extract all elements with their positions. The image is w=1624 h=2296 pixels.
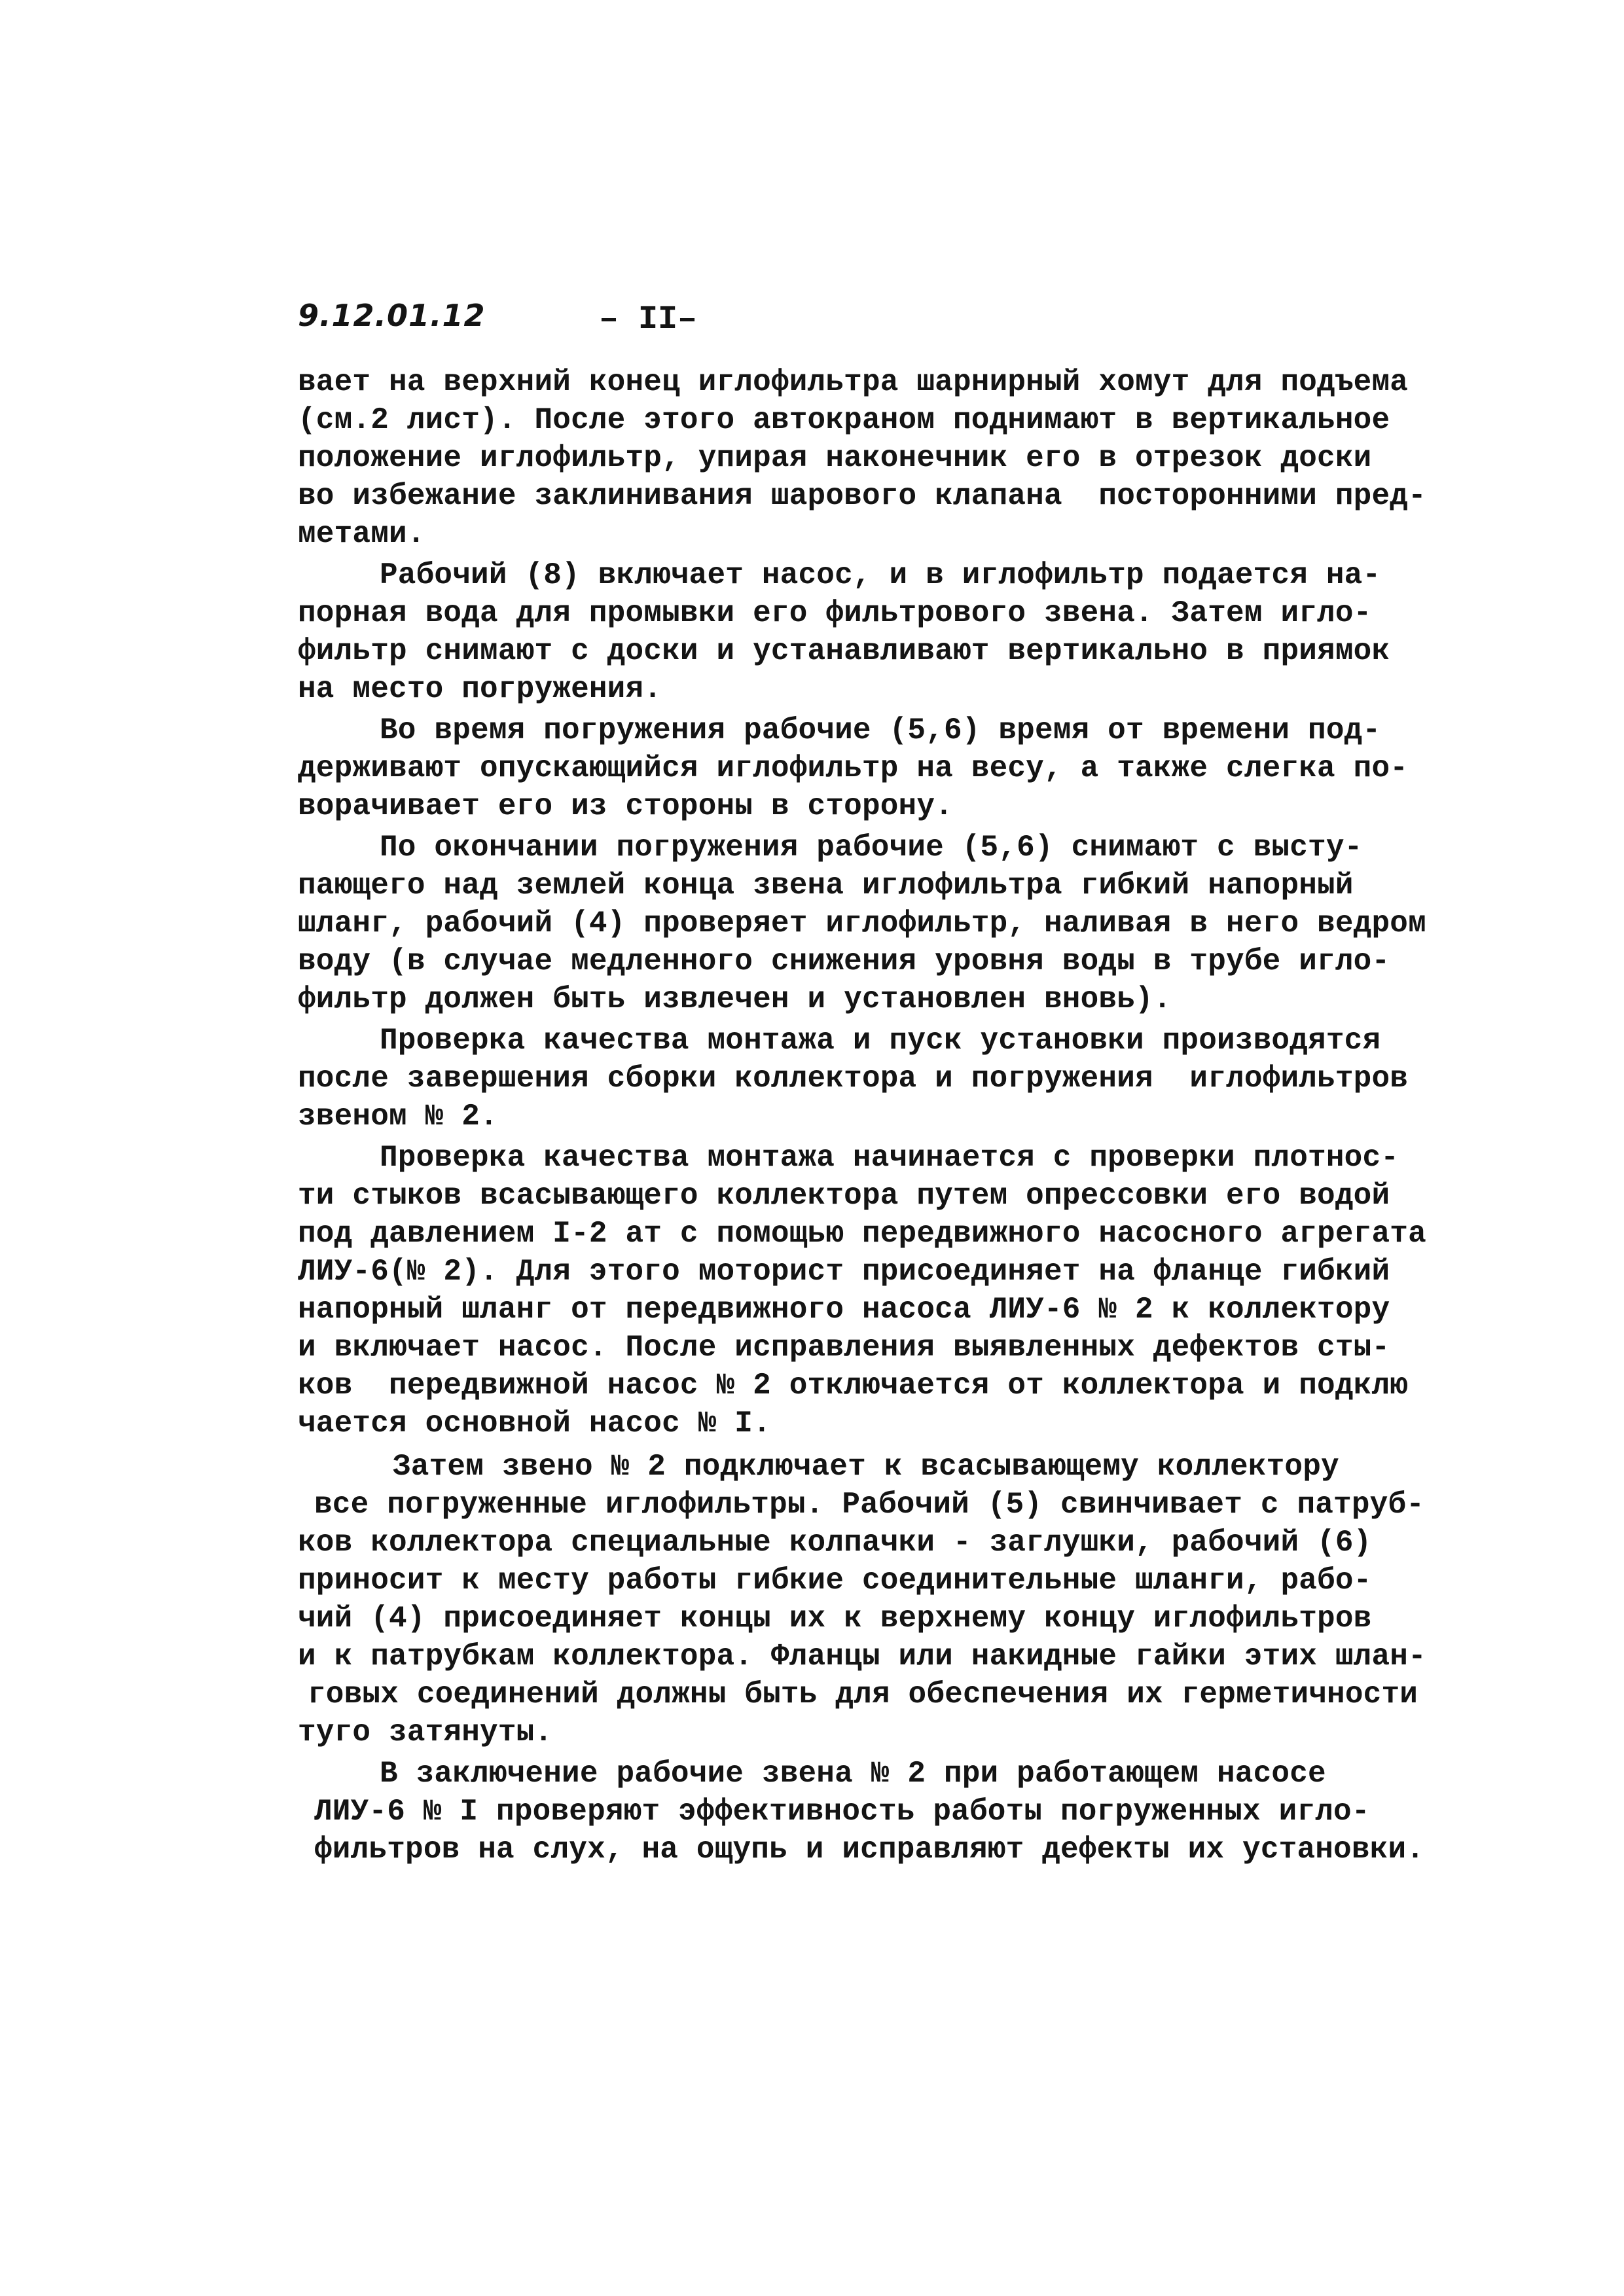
text-line: напорный шланг от передвижного насоса ЛИУ-6 № 2 к коллектору [298,1293,1390,1327]
text-line: метами. [298,517,425,551]
document-code: 9.12.01.12 [298,298,486,333]
text-line: По окончании погружения рабочие (5,6) снимают с высту- [380,831,1363,865]
text-line: шланг, рабочий (4) проверяет иглофильтр, наливая в него ведром [298,906,1426,941]
text-line: туго затянуты. [298,1715,553,1749]
text-line: ти стыков всасывающего коллектора путем опрессовки его водой [298,1179,1390,1213]
text-line: Во время погружения рабочие (5,6) время от времени под- [380,713,1381,747]
text-line: во избежание заклинивания шарового клапана посторонними пред- [298,479,1426,513]
text-line: после завершения сборки коллектора и погружения иглофильтров [298,1062,1409,1096]
text-line: чий (4) присоединяет концы их к верхнему концу иглофильтров [298,1602,1372,1636]
text-line: держивают опускающийся иглофильтр на весу, а также слегка по- [298,751,1409,785]
text-line: ков передвижной насос № 2 отключается от коллектора и подклю [298,1369,1409,1403]
text-line: положение иглофильтр, упирая наконечник его в отрезок доски [298,441,1372,475]
text-line: говых соединений должны быть для обеспечения их герметичности [308,1677,1418,1712]
text-line: и включает насос. После исправления выявленных дефектов сты- [298,1331,1390,1365]
text-line: пающего над землей конца звена иглофильтра гибкий напорный [298,869,1354,903]
text-line: Рабочий (8) включает насос, и в иглофильтр подается на- [380,558,1381,592]
text-line: звеном № 2. [298,1100,498,1134]
text-line: на место погружения. [298,672,662,706]
text-line: В заключение рабочие звена № 2 при работающем насосе [380,1757,1326,1791]
text-line: ворачивает его из стороны в сторону. [298,789,953,823]
text-line: Затем звено № 2 подключает к всасывающему коллектору [393,1450,1339,1484]
text-line: Проверка качества монтажа начинается с проверки плотнос- [380,1141,1399,1175]
text-line: воду (в случае медленного снижения уровня воды в трубе игло- [298,944,1390,978]
text-line: чается основной насос № I. [298,1407,771,1441]
page-number: – II– [599,301,698,338]
text-line: вает на верхний конец иглофильтра шарнирный хомут для подъема [298,365,1409,399]
text-line: ЛИУ-6(№ 2). Для этого моторист присоединяет на фланце гибкий [298,1255,1390,1289]
text-line: порная вода для промывки его фильтрового звена. Затем игло- [298,596,1372,630]
text-line: фильтров на слух, на ощупь и исправляют дефекты их установки. [314,1833,1425,1867]
text-line: и к патрубкам коллектора. Фланцы или накидные гайки этих шлан- [298,1640,1426,1674]
text-line: под давлением I-2 ат с помощью передвижного насосного агрегата [298,1217,1426,1251]
text-line: приносит к месту работы гибкие соединительные шланги, рабо- [298,1564,1372,1598]
text-line: (см.2 лист). После этого автокраном поднимают в вертикальное [298,403,1390,437]
text-line: фильтр должен быть извлечен и установлен вновь). [298,982,1172,1016]
text-line: фильтр снимают с доски и устанавливают вертикально в приямок [298,634,1390,668]
text-line: все погруженные иглофильтры. Рабочий (5) свинчивает с патруб- [314,1488,1425,1522]
text-line: ков коллектора специальные колпачки - заглушки, рабочий (6) [298,1526,1372,1560]
text-line: ЛИУ-6 № I проверяют эффективность работы погруженных игло- [314,1795,1370,1829]
text-line: Проверка качества монтажа и пуск установки производятся [380,1024,1381,1058]
